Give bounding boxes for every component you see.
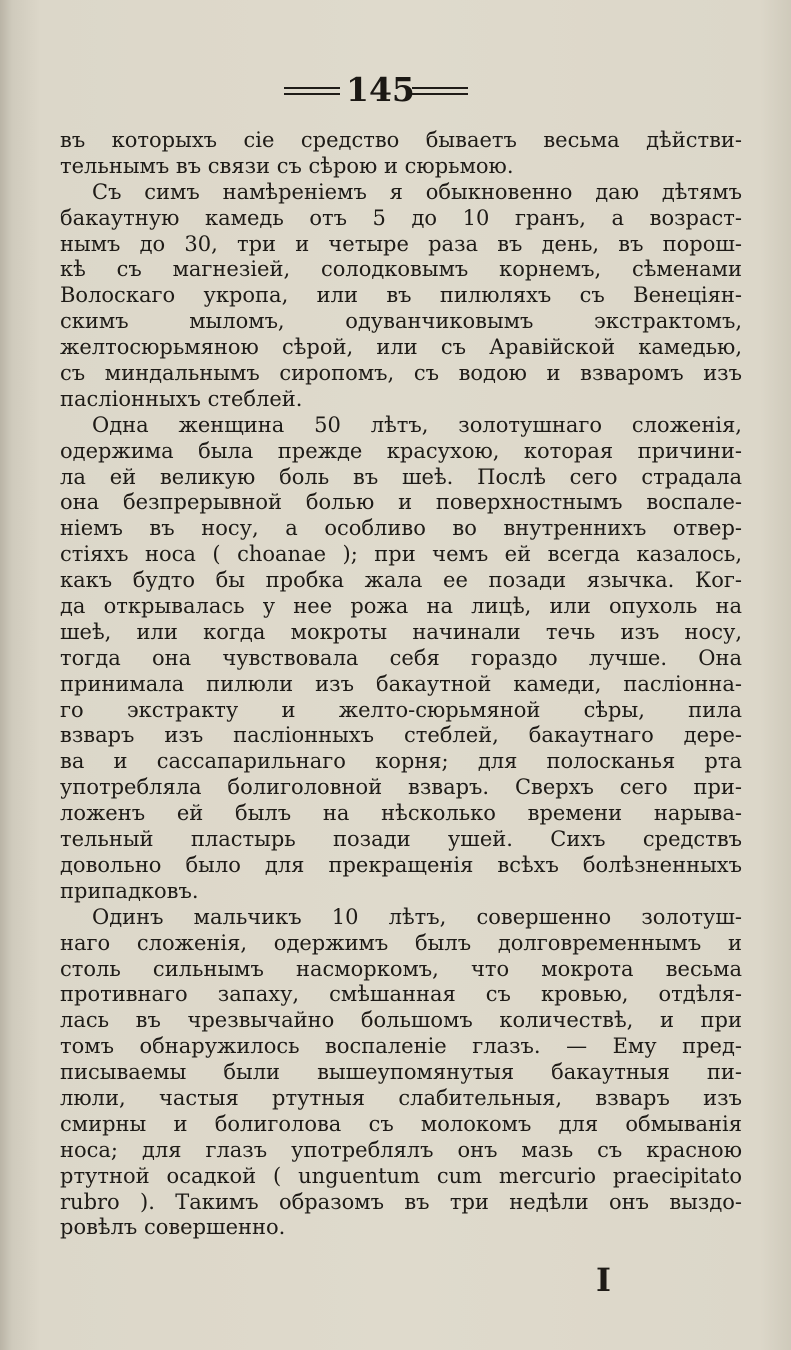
text-line: тельный пластырь позади ушей. Сихъ средствъ — [60, 827, 742, 852]
text-line: rubro ). Такимъ образомъ въ три недѣли онъ выздо- — [60, 1189, 742, 1214]
text-line: ла ей великую боль въ шеѣ. Послѣ сего страдала — [60, 464, 742, 489]
paragraph-1 — [60, 128, 742, 180]
text-line: припадковъ. — [60, 878, 199, 903]
text-line: столь сильнымъ насморкомъ, что мокрота весьма — [60, 956, 742, 981]
text-line: шеѣ, или когда мокроты начинали течь изъ носу, — [60, 619, 742, 644]
text-line: Волоскаго укропа, или въ пилюляхъ съ Венеціян- — [60, 283, 742, 308]
text-line: въ которыхъ сіе средство бываетъ весьма дѣйстви- — [60, 128, 742, 152]
text-line: Съ симъ намѣреніемъ я обыкновенно даю дѣтямъ — [92, 179, 742, 204]
text-line: да открывалась у нее рожа на лицѣ, или опухоль на — [60, 594, 742, 619]
header-rule-right — [412, 87, 468, 95]
text-line: писываемы были вышеупомянутыя бакаутныя пи- — [60, 1060, 742, 1085]
page-header — [0, 70, 791, 110]
paragraph-3 — [60, 413, 742, 905]
text-line: бакаутную камедь отъ 5 до 10 гранъ, а возраст- — [60, 205, 742, 230]
text-line: ртутной осадкой ( unguentum cum mercurio praecipitato — [60, 1163, 742, 1188]
text-line: Одна женщина 50 лѣтъ, золотушнаго сложенія, — [92, 412, 742, 437]
paragraph-2 — [60, 180, 742, 413]
text-line: Одинъ мальчикъ 10 лѣтъ, совершенно золотуш- — [92, 904, 742, 929]
text-line: ва и сассапарильнаго корня; для полосканья рта — [60, 749, 742, 774]
body-text — [60, 128, 742, 1241]
text-line: люли, частыя ртутныя слабительныя, взваръ изъ — [60, 1085, 742, 1110]
text-line: смирны и болиголова съ молокомъ для обмыванія — [60, 1111, 742, 1136]
text-line: она безпрерывной болью и поверхностнымъ воспале- — [60, 490, 742, 515]
text-line: какъ будто бы пробка жала ее позади язычка. Ког- — [60, 568, 742, 593]
paragraph-4 — [60, 905, 742, 1242]
text-line: томъ обнаружилось воспаленіе глазъ. — Ему пред- — [60, 1034, 742, 1059]
text-line: тогда она чувствовала себя гораздо лучше. Она — [60, 645, 742, 670]
text-line: противнаго запаху, смѣшанная съ кровью, отдѣля- — [60, 982, 742, 1007]
text-line: пасліонныхъ стеблей. — [60, 386, 303, 411]
text-line: скимъ мыломъ, одуванчиковымъ экстрактомъ, — [60, 309, 742, 334]
text-line: лась въ чрезвычайно большомъ количествѣ, и при — [60, 1008, 742, 1033]
text-line: съ миндальнымъ сиропомъ, съ водою и взваромъ изъ — [60, 361, 742, 386]
header-rule-left — [284, 87, 340, 95]
text-line: довольно было для прекращенія всѣхъ болѣзненныхъ — [60, 852, 742, 877]
text-line: носа; для глазъ употреблялъ онъ мазь съ красною — [60, 1137, 742, 1162]
text-line: употребляла болиголовной взваръ. Сверхъ сего при- — [60, 775, 742, 800]
text-line: стіяхъ носа ( choanae ); при чемъ ей всегда казалось, — [60, 542, 742, 567]
text-line: го экстракту и желто-сюрьмяной сѣры, пила — [60, 697, 742, 722]
text-line: ложенъ ей былъ на нѣсколько времени нарыва- — [60, 801, 742, 826]
text-line: принимала пилюли изъ бакаутной камеди, пасліонна- — [60, 671, 742, 696]
text-line: кѣ съ магнезіей, солодковымъ корнемъ, сѣменами — [60, 257, 742, 282]
page-number: 145 — [346, 70, 415, 109]
text-line: наго сложенія, одержимъ былъ долговременнымъ и — [60, 930, 742, 955]
text-line: взваръ изъ пасліонныхъ стеблей, бакаутнаго дере- — [60, 723, 742, 748]
text-line: тельнымъ въ связи съ сѣрою и сюрьмою. — [60, 153, 514, 178]
text-line: желтосюрьмяною сѣрой, или съ Аравійской камедью, — [60, 335, 742, 360]
text-line: одержима была прежде красухою, которая причини- — [60, 438, 742, 463]
text-line: ніемъ въ носу, а особливо во внутреннихъ отвер- — [60, 516, 742, 541]
text-line: ровѣлъ совершенно. — [60, 1215, 286, 1240]
signature-mark: I — [596, 1261, 611, 1299]
text-line: нымъ до 30, три и четыре раза въ день, въ порош- — [60, 231, 742, 256]
